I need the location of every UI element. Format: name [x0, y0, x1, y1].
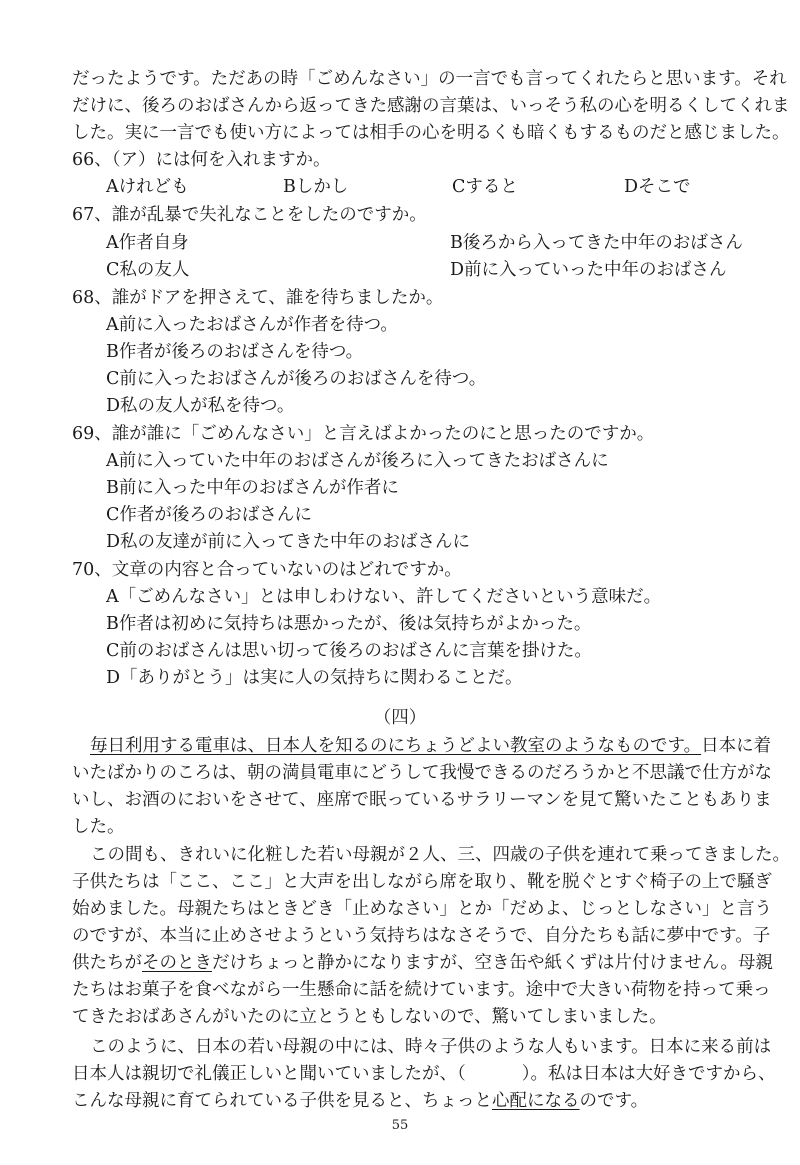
text-run: ）。私は日本は大好きですから、 — [521, 1064, 776, 1084]
question-69-stem: 69、誰が誰に「ごめんなさい」と言えばよかったのにと思ったのですか。 — [72, 424, 655, 444]
paragraph-line: 始めました。母親たちはときどき「止めなさい」とか「だめよ、じっとしなさい」と言う — [72, 899, 772, 919]
paragraph-line — [72, 1088, 762, 1115]
passage-4-paragraph-2 — [72, 842, 790, 1031]
passage-top — [72, 66, 790, 147]
text-run: だけちょっと静かになりますが、空き缶や紙くずは片付けません。母親 — [212, 953, 774, 973]
q67-option-d: D前に入っていった中年のおばさん — [450, 260, 727, 280]
q67-option-c: C私の友人 — [106, 260, 190, 280]
q69-option-c: C作者が後ろのおばさんに — [106, 505, 312, 525]
paragraph-line: てきたおばあさんがいたのに立とうともしないので、驚いてしまいました。 — [72, 1007, 667, 1027]
paragraph-line: いし、お酒のにおいをさせて、座席で眠っているサラリーマンを見て驚いたこともありま — [72, 790, 772, 810]
text-run: のです。 — [579, 1091, 649, 1111]
paragraph-line: この間も、きれいに化粧した若い母親が２人、三、四歳の子供を連れて乗ってきました。 — [90, 845, 790, 865]
paragraph-line — [72, 950, 774, 977]
q68-option-b: B作者が後ろのおばさんを待つ。 — [106, 342, 364, 362]
q67-option-a: A作者自身 — [106, 233, 189, 253]
q70-option-d: D「ありがとう」は実に人の気持ちに関わることだ。 — [106, 668, 523, 688]
paragraph-line: いたばかりのころは、朝の満員電車にどうして我慢できるのだろうかと不思議で仕方がな — [72, 763, 772, 783]
passage-line: した。実に一言でも使い方によっては相手の心を明るくも暗くもするものだと感じました。 — [72, 123, 790, 143]
passage-4-paragraph-1 — [72, 733, 772, 841]
text-run: こんな母親に育てられている子供を見ると、ちょっと — [72, 1091, 492, 1111]
paragraph-line: たちはお菓子を食べながら一生懸命に話を続けています。途中で大きい荷物を持って乗っ — [72, 980, 771, 1000]
q66-option-b: Bしかし — [283, 177, 349, 197]
q69-option-b: B前に入った中年のおばさんが作者に — [106, 478, 399, 498]
question-67-stem: 67、誰が乱暴で失礼なことをしたのですか。 — [72, 205, 427, 225]
q69-option-d: D私の友達が前に入ってきた中年のおばさんに — [106, 532, 471, 552]
paragraph-line: このように、日本の若い母親の中には、時々子供のような人もいます。日本に来る前は — [90, 1037, 772, 1057]
section-title: （四） — [373, 708, 427, 728]
passage-line: だけに、後ろのおばさんから返ってきた感謝の言葉は、いっそう私の心を明るくしてくれま — [72, 96, 790, 116]
question-66-stem: 66、（ア）には何を入れますか。 — [72, 150, 331, 170]
text-run: 日本に着 — [701, 736, 772, 756]
q66-option-c: Cすると — [452, 177, 518, 197]
paragraph-line: のですが、本当に止めさせようという気持ちはなさそうで、自分たちも話に夢中です。子 — [72, 926, 771, 946]
q70-option-b: B作者は初めに気持ちは悪かったが、後は気持ちがよかった。 — [106, 614, 592, 634]
passage-line: だったようです。ただあの時「ごめんなさい」の一言でも言ってくれたらと思います。それ — [72, 69, 787, 89]
text-run: 供たちが — [72, 953, 142, 973]
paragraph-line: した。 — [72, 817, 125, 837]
text-run: 日本人は親切で礼儀正しいと聞いていましたが、（ — [72, 1064, 466, 1084]
q68-option-a: A前に入ったおばさんが作者を待つ。 — [106, 315, 398, 335]
q68-option-d: D私の友人が私を待つ。 — [106, 396, 295, 416]
q68-option-c: C前に入ったおばさんが後ろのおばさんを待つ。 — [106, 369, 487, 389]
passage-4-paragraph-3 — [72, 1034, 776, 1115]
q70-option-a: A「ごめんなさい」とは申しわけない、許してくださいという意味だ。 — [106, 587, 662, 607]
q69-option-a: A前に入っていた中年のおばさんが後ろに入ってきたおばさんに — [106, 451, 609, 471]
question-70-stem: 70、文章の内容と合っていないのはどれですか。 — [72, 560, 462, 580]
paragraph-line — [72, 733, 772, 760]
underlined-phrase: そのとき — [142, 953, 212, 973]
q66-option-d: Dそこで — [624, 177, 691, 197]
q67-option-b: B後ろから入ってきた中年のおばさん — [450, 233, 743, 253]
paragraph-line — [72, 1061, 776, 1088]
page-number: 55 — [391, 1118, 409, 1133]
question-68-stem: 68、誰がドアを押さえて、誰を待ちましたか。 — [72, 288, 444, 308]
q70-option-c: C前のおばさんは思い切って後ろのおばさんに言葉を掛けた。 — [106, 641, 592, 661]
underlined-phrase: 心配になる — [492, 1091, 580, 1111]
paragraph-line: 子供たちは「ここ、ここ」と大声を出しながら席を取り、靴を脱ぐとすぐ椅子の上で騒ぎ — [72, 872, 772, 892]
underlined-sentence: 毎日利用する電車は、日本人を知るのにちょうどよい教室のようなものです。 — [90, 736, 702, 756]
q66-option-a: Aけれども — [106, 177, 189, 197]
